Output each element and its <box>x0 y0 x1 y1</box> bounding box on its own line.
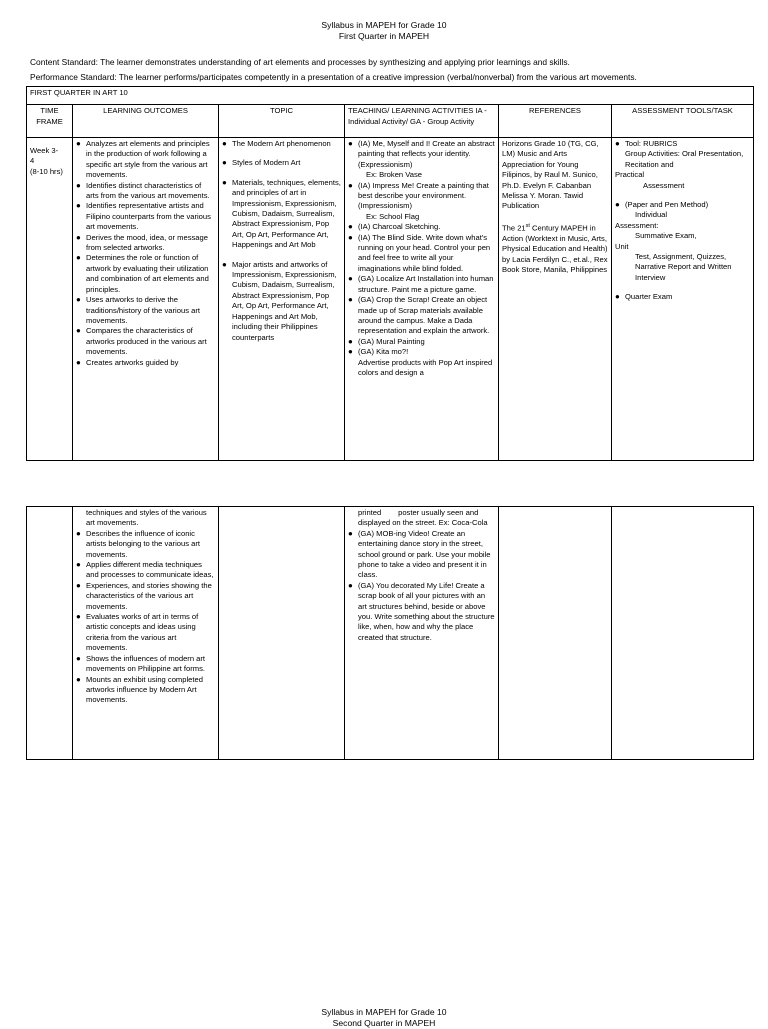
assessment-group: Group Activities: Oral Presentation, Recitation and <box>625 149 744 169</box>
learning-outcomes-cell <box>73 507 219 760</box>
activities-list <box>348 139 495 378</box>
learning-outcome-item: ● Identifies distinct characteristics of arts from the various art movements. <box>76 181 215 202</box>
topic-list <box>222 139 341 149</box>
learning-outcome-item: ● Evaluates works of art in terms of artistic concepts and ideas using criteria from the various art movements. <box>76 612 215 654</box>
activity-item: ● (IA) The Blind Side. Write down what's running on your head. Control your pen and feel free to write all your imaginations while blind folded. <box>348 233 495 275</box>
syllabus-title: Syllabus in MAPEH for Grade 10 <box>321 20 447 30</box>
table-title: FIRST QUARTER IN ART 10 <box>27 87 754 105</box>
learning-outcome-item: ● Derives the mood, idea, or message from selected artworks. <box>76 233 215 254</box>
time-frame-line: (8-10 hrs) <box>30 166 63 176</box>
assessment-tests: Test, Assignment, Quizzes, Narrative Report and Written Interview <box>635 252 732 282</box>
reference-item: Horizons Grade 10 (TG, CG, LM) Music and Arts Appreciation for Young Filipinos, by Raul M. Sunico, Ph.D. Evelyn F. Cabanban Melissa Y. Moran. Tawid Publication <box>502 139 599 211</box>
assessment-item: ● (Paper and Pen Method) <box>615 200 750 210</box>
references-cell <box>499 138 612 461</box>
assessment-practical: Practical <box>615 170 645 180</box>
activity-continued-text: Advertise products with Pop Art inspired colors and design a <box>358 357 493 377</box>
activity-item: ● (GA) Mural Painting <box>348 337 495 347</box>
header-activities: TEACHING/ LEARNING ACTIVITIES IA - Individual Activity/ GA - Group Activity <box>345 105 499 138</box>
topic-list <box>222 178 341 251</box>
activity-item: ● (GA) MOB-ing Video! Create an entertaining dance story in the street, school ground or park. Use your mobile phone to take a video and present it in class. <box>348 529 495 581</box>
assessment-item: ● Quarter Exam <box>615 292 750 302</box>
quarter-subtitle: Second Quarter in MAPEH <box>332 1018 436 1028</box>
learning-outcome-item: ● Mounts an exhibit using completed artworks influence by Modern Art movements. <box>76 675 215 706</box>
activity-example: Ex: School Flag <box>366 211 420 221</box>
learning-outcome-item: ● Identifies representative artists and Filipino counterparts from the various art movements. <box>76 201 215 232</box>
reference-superscript: st <box>525 222 530 229</box>
learning-outcome-item: ● Compares the characteristics of artworks produced in the various art movements. <box>76 326 215 357</box>
assessment-list <box>615 200 750 210</box>
header-assessment: ASSESSMENT TOOLS/TASK <box>612 105 754 138</box>
assessment-summative: Summative Exam, <box>635 231 697 241</box>
learning-outcome-item: ● Shows the influences of modern art movements on Philippine art forms. <box>76 654 215 675</box>
topic-item: ● Styles of Modern Art <box>222 158 341 168</box>
activity-item: ● (IA) Charcoal Sketching. <box>348 222 495 232</box>
learning-outcome-item: ● Experiences, and stories showing the characteristics of the various art movements. <box>76 581 215 612</box>
time-frame-cell <box>27 138 73 461</box>
activity-item: ● (GA) You decorated My Life! Create a scrap book of all your pictures with an art structures behind, beside or above you. Write something about the structure like, when, how and why the place created that structure. <box>348 581 495 643</box>
topic-item: ● The Modern Art phenomenon <box>222 139 341 149</box>
time-frame-cell <box>27 507 73 760</box>
learning-outcomes-list <box>76 139 215 368</box>
content-standard: Content Standard: The learner demonstrates understanding of art elements and processes by synthesizing and applying prior learnings and skills. <box>30 57 570 67</box>
activities-list <box>348 529 495 643</box>
performance-standard: Performance Standard: The learner performs/participates competently in a presentation of a creative impression (verbal/nonverbal) from the various art movements. <box>30 72 637 82</box>
references-cell <box>499 507 612 760</box>
learning-outcome-item: ● Describes the influence of iconic artists belonging to the various art movements. <box>76 529 215 560</box>
first-quarter-table <box>26 86 754 461</box>
activity-continued-text: printed poster usually seen and displayed on the street. Ex: Coca-Cola <box>358 508 488 528</box>
time-frame-line: Week 3- <box>30 146 59 155</box>
activity-item <box>348 347 495 378</box>
learning-outcome-item: ● Creates artworks guided by <box>76 358 215 368</box>
header-references: REFERENCES <box>499 105 612 138</box>
activity-item <box>348 181 495 223</box>
header-time-frame: TIME FRAME <box>27 105 73 138</box>
assessment-unit: Unit <box>615 241 629 251</box>
topic-list <box>222 260 341 343</box>
assessment-item <box>615 139 750 170</box>
reference-text: Century MAPEH in Action (Worktext in Music, Arts, Physical Education and Health) by Lacia Ferdilyn C., et.al., Rex Book Store, Manila, Philippines <box>502 223 608 274</box>
activity-text: (GA) Kita mo?! <box>358 347 409 357</box>
learning-outcome-item: ● Uses artworks to derive the traditions/history of the various art movements. <box>76 295 215 326</box>
topic-item: ● Major artists and artworks of Impressionism, Expressionism, Cubism, Dadaism, Surrealism, Abstract Expressionism, Pop Art, Op Art, Performance Art, Happenings and Art Mob, including their Philippines counterparts <box>222 260 341 343</box>
time-frame-line: 4 <box>30 156 35 166</box>
learning-outcome-continued: techniques and styles of the various art movements. <box>86 508 207 528</box>
assessment-cell <box>612 138 754 461</box>
first-quarter-table-continued <box>26 506 754 760</box>
assessment-tool: ● Tool: RUBRICS <box>625 139 678 148</box>
activities-cell <box>345 507 499 760</box>
activity-item: ● (GA) Crop the Scrap! Create an object made up of Scrap materials available around the campus. Make a Dada representation and explain the artwork. <box>348 295 495 337</box>
reference-text: The 21 <box>502 223 526 233</box>
learning-outcomes-list <box>76 529 215 706</box>
assessment-assess: Assessment <box>643 180 685 190</box>
activity-text: (IA) Impress Me! Create a painting that best describe your environment. (Impressionism) <box>358 180 489 211</box>
learning-outcome-item: ● Applies different media techniques and processes to communicate ideas, <box>76 560 215 581</box>
assessment-list <box>615 139 750 170</box>
activity-item <box>348 139 495 181</box>
reference-item <box>502 221 608 276</box>
topic-item: ● Materials, techniques, elements, and principles of art in Impressionism, Expressionism, Cubism, Dadaism, Surrealism, Abstract Expressionism, Pop Art, Op Art, Performance Art, Happenings and Art Mob <box>222 178 341 251</box>
learning-outcome-item: ● Analyzes art elements and principles in the production of work following a specific art style from the various art movements. <box>76 139 215 181</box>
topic-cell <box>219 507 345 760</box>
assessment-list <box>615 292 750 302</box>
activities-cell <box>345 138 499 461</box>
header-learning-outcomes: LEARNING OUTCOMES <box>73 105 219 138</box>
learning-outcomes-cell <box>73 138 219 461</box>
activity-text: (IA) Me, Myself and I! Create an abstract painting that reflects your identity. (Expressionism) <box>358 139 495 169</box>
activity-example: Ex: Broken Vase <box>366 170 422 180</box>
assessment-individual-label: Assessment: <box>615 220 659 230</box>
assessment-individual: Individual <box>635 210 668 220</box>
activity-item: ● (GA) Localize Art Installation into human structure. Paint me a picture game. <box>348 274 495 295</box>
syllabus-title: Syllabus in MAPEH for Grade 10 <box>321 1007 447 1017</box>
learning-outcome-item: ● Determines the role or function of artwork by evaluating their utilization and combination of art elements and principles. <box>76 253 215 295</box>
header-topic: TOPIC <box>219 105 345 138</box>
quarter-subtitle: First Quarter in MAPEH <box>338 31 430 41</box>
topic-list <box>222 158 341 168</box>
topic-cell <box>219 138 345 461</box>
assessment-cell <box>612 507 754 760</box>
